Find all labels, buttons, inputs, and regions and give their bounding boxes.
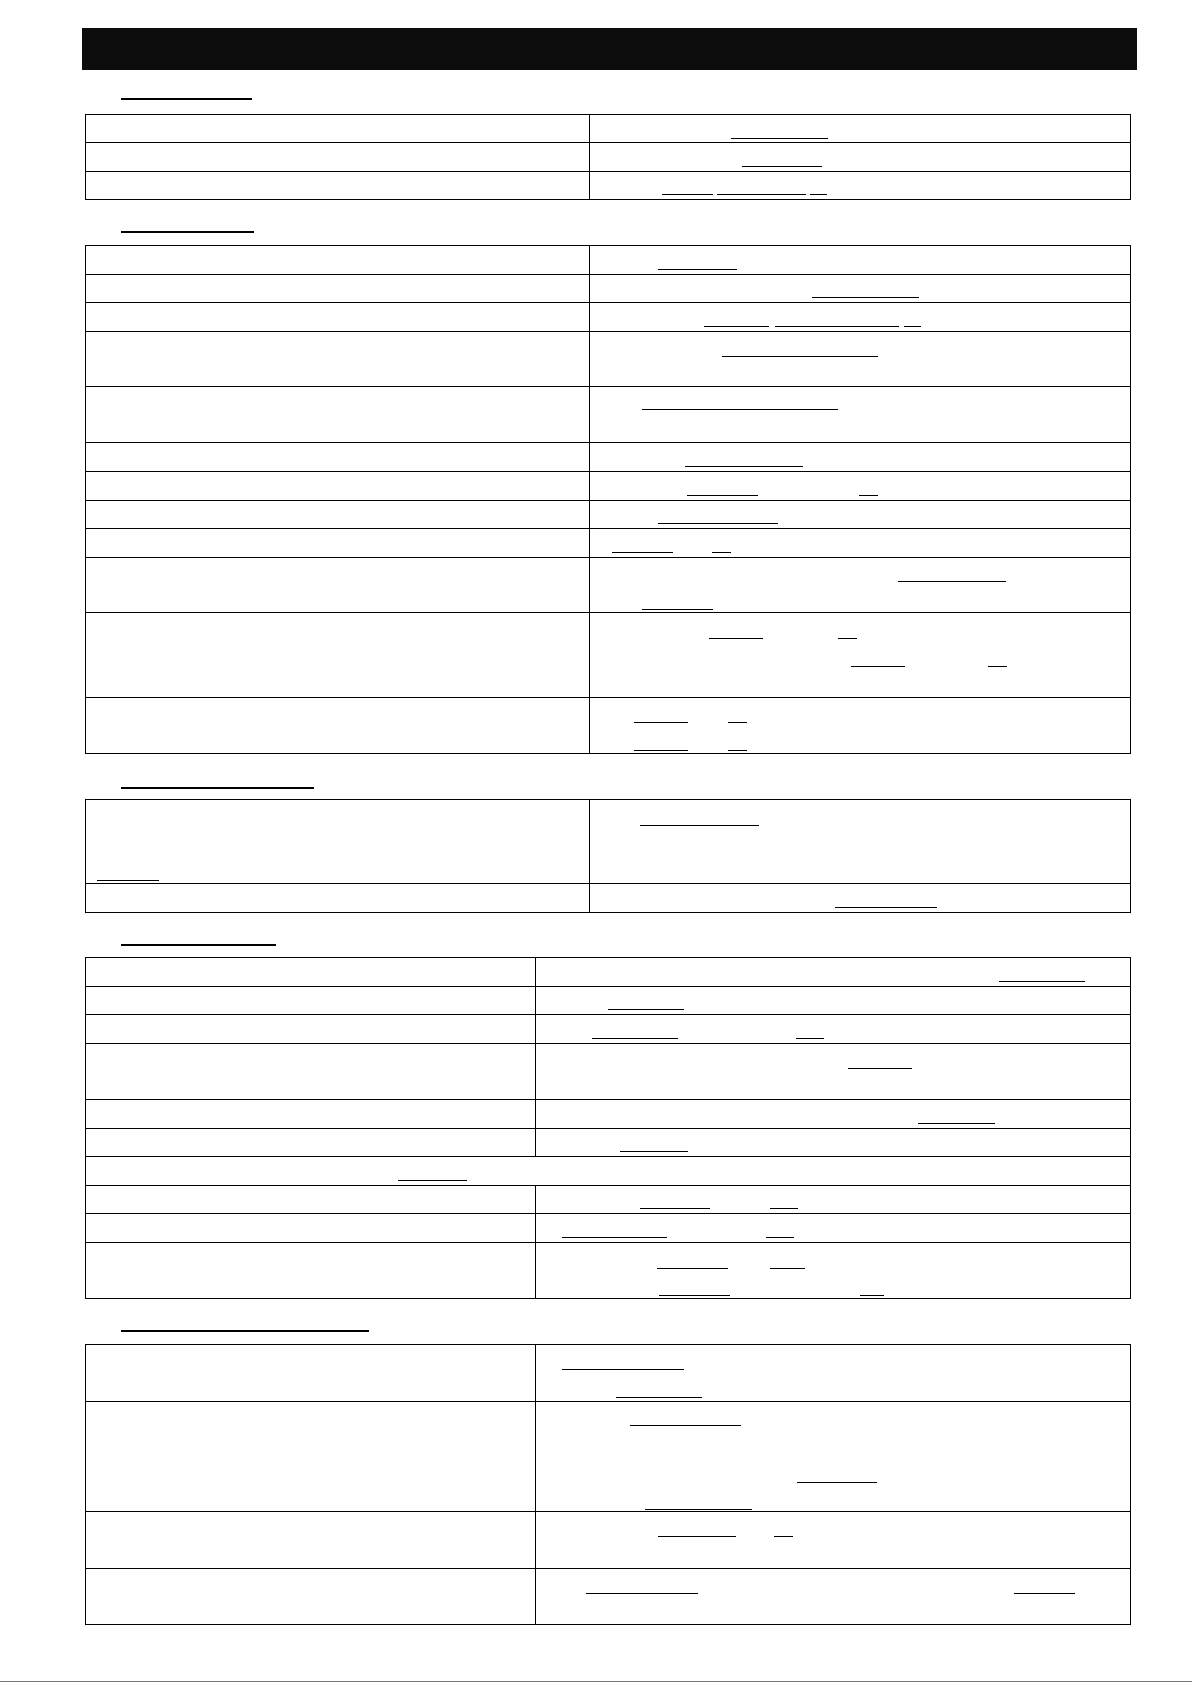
field-value[interactable] (536, 1214, 1131, 1243)
field-value[interactable] (590, 143, 1131, 172)
table-row (86, 472, 1131, 501)
table-row (86, 1129, 1131, 1157)
field-value[interactable] (590, 246, 1131, 275)
field-label (86, 387, 590, 443)
section-3-table (85, 799, 1131, 913)
field-value[interactable] (536, 1044, 1131, 1100)
field-value[interactable] (590, 558, 1131, 613)
table-row (86, 115, 1131, 143)
form-header-bar (82, 28, 1137, 70)
section-4-title (121, 940, 276, 946)
field-label (86, 246, 590, 275)
field-value[interactable] (536, 1569, 1131, 1625)
field-label (86, 303, 590, 332)
table-row (86, 275, 1131, 303)
field-label (86, 443, 590, 472)
table-row (86, 987, 1131, 1015)
field-value[interactable] (590, 800, 1131, 884)
table-row (86, 332, 1131, 387)
field-value[interactable] (590, 387, 1131, 443)
field-value[interactable] (536, 1345, 1131, 1402)
table-row (86, 501, 1131, 529)
section-1-title (121, 94, 252, 100)
field-label (86, 1402, 536, 1512)
table-row (86, 1186, 1131, 1214)
field-label (86, 1129, 536, 1157)
table-row (86, 800, 1131, 884)
field-label (86, 275, 590, 303)
field-value[interactable] (590, 443, 1131, 472)
field-label (86, 143, 590, 172)
table-row (86, 1100, 1131, 1129)
table-row (86, 1243, 1131, 1299)
table-row (86, 1015, 1131, 1044)
section-3-title (121, 783, 314, 789)
field-value[interactable] (590, 332, 1131, 387)
table-row (86, 1345, 1131, 1402)
field-value[interactable] (590, 303, 1131, 332)
field-label (86, 501, 590, 529)
field-value[interactable] (590, 698, 1131, 754)
table-row (86, 143, 1131, 172)
table-row (86, 1214, 1131, 1243)
field-label (86, 558, 590, 613)
section-4-table (85, 957, 1131, 1299)
field-value[interactable] (536, 1512, 1131, 1569)
field-value[interactable] (536, 1402, 1131, 1512)
field-label (86, 1243, 536, 1299)
table-row (86, 172, 1131, 200)
field-label (86, 115, 590, 143)
field-value[interactable] (590, 472, 1131, 501)
field-label (86, 987, 536, 1015)
field-value[interactable] (536, 1186, 1131, 1214)
field-label (86, 1345, 536, 1402)
full-width-field[interactable] (86, 1157, 1131, 1186)
field-value[interactable] (590, 613, 1131, 698)
field-label (86, 1569, 536, 1625)
field-label (86, 1044, 536, 1100)
table-row (86, 613, 1131, 698)
table-row (86, 1402, 1131, 1512)
field-value[interactable] (590, 501, 1131, 529)
field-label (86, 472, 590, 501)
field-label (86, 613, 590, 698)
section-1-table (85, 114, 1131, 200)
table-row (86, 443, 1131, 472)
field-label (86, 884, 590, 913)
section-2-table (85, 245, 1131, 754)
table-row (86, 698, 1131, 754)
field-value[interactable] (590, 275, 1131, 303)
table-row (86, 1569, 1131, 1625)
field-label (86, 172, 590, 200)
field-label (86, 958, 536, 987)
section-2-title (121, 227, 254, 233)
section-5-table (85, 1344, 1131, 1625)
field-label (86, 1214, 536, 1243)
field-value[interactable] (590, 115, 1131, 143)
table-row (86, 558, 1131, 613)
field-label (86, 332, 590, 387)
table-row (86, 387, 1131, 443)
field-value[interactable] (536, 1243, 1131, 1299)
field-label (86, 800, 590, 884)
field-value[interactable] (536, 1015, 1131, 1044)
field-value[interactable] (590, 172, 1131, 200)
field-label (86, 1015, 536, 1044)
page-bottom-rule (0, 1681, 1192, 1682)
table-row (86, 1044, 1131, 1100)
field-label (86, 1512, 536, 1569)
field-label (86, 1186, 536, 1214)
table-row (86, 958, 1131, 987)
field-value[interactable] (590, 884, 1131, 913)
field-value[interactable] (590, 529, 1131, 558)
table-row (86, 303, 1131, 332)
section-5-title (121, 1326, 369, 1332)
table-row (86, 529, 1131, 558)
table-row (86, 246, 1131, 275)
field-value[interactable] (536, 1100, 1131, 1129)
table-row (86, 1157, 1131, 1186)
table-row (86, 884, 1131, 913)
field-value[interactable] (536, 987, 1131, 1015)
field-label (86, 529, 590, 558)
field-label (86, 1100, 536, 1129)
field-label (86, 698, 590, 754)
field-value[interactable] (536, 958, 1131, 987)
table-row (86, 1512, 1131, 1569)
field-value[interactable] (536, 1129, 1131, 1157)
